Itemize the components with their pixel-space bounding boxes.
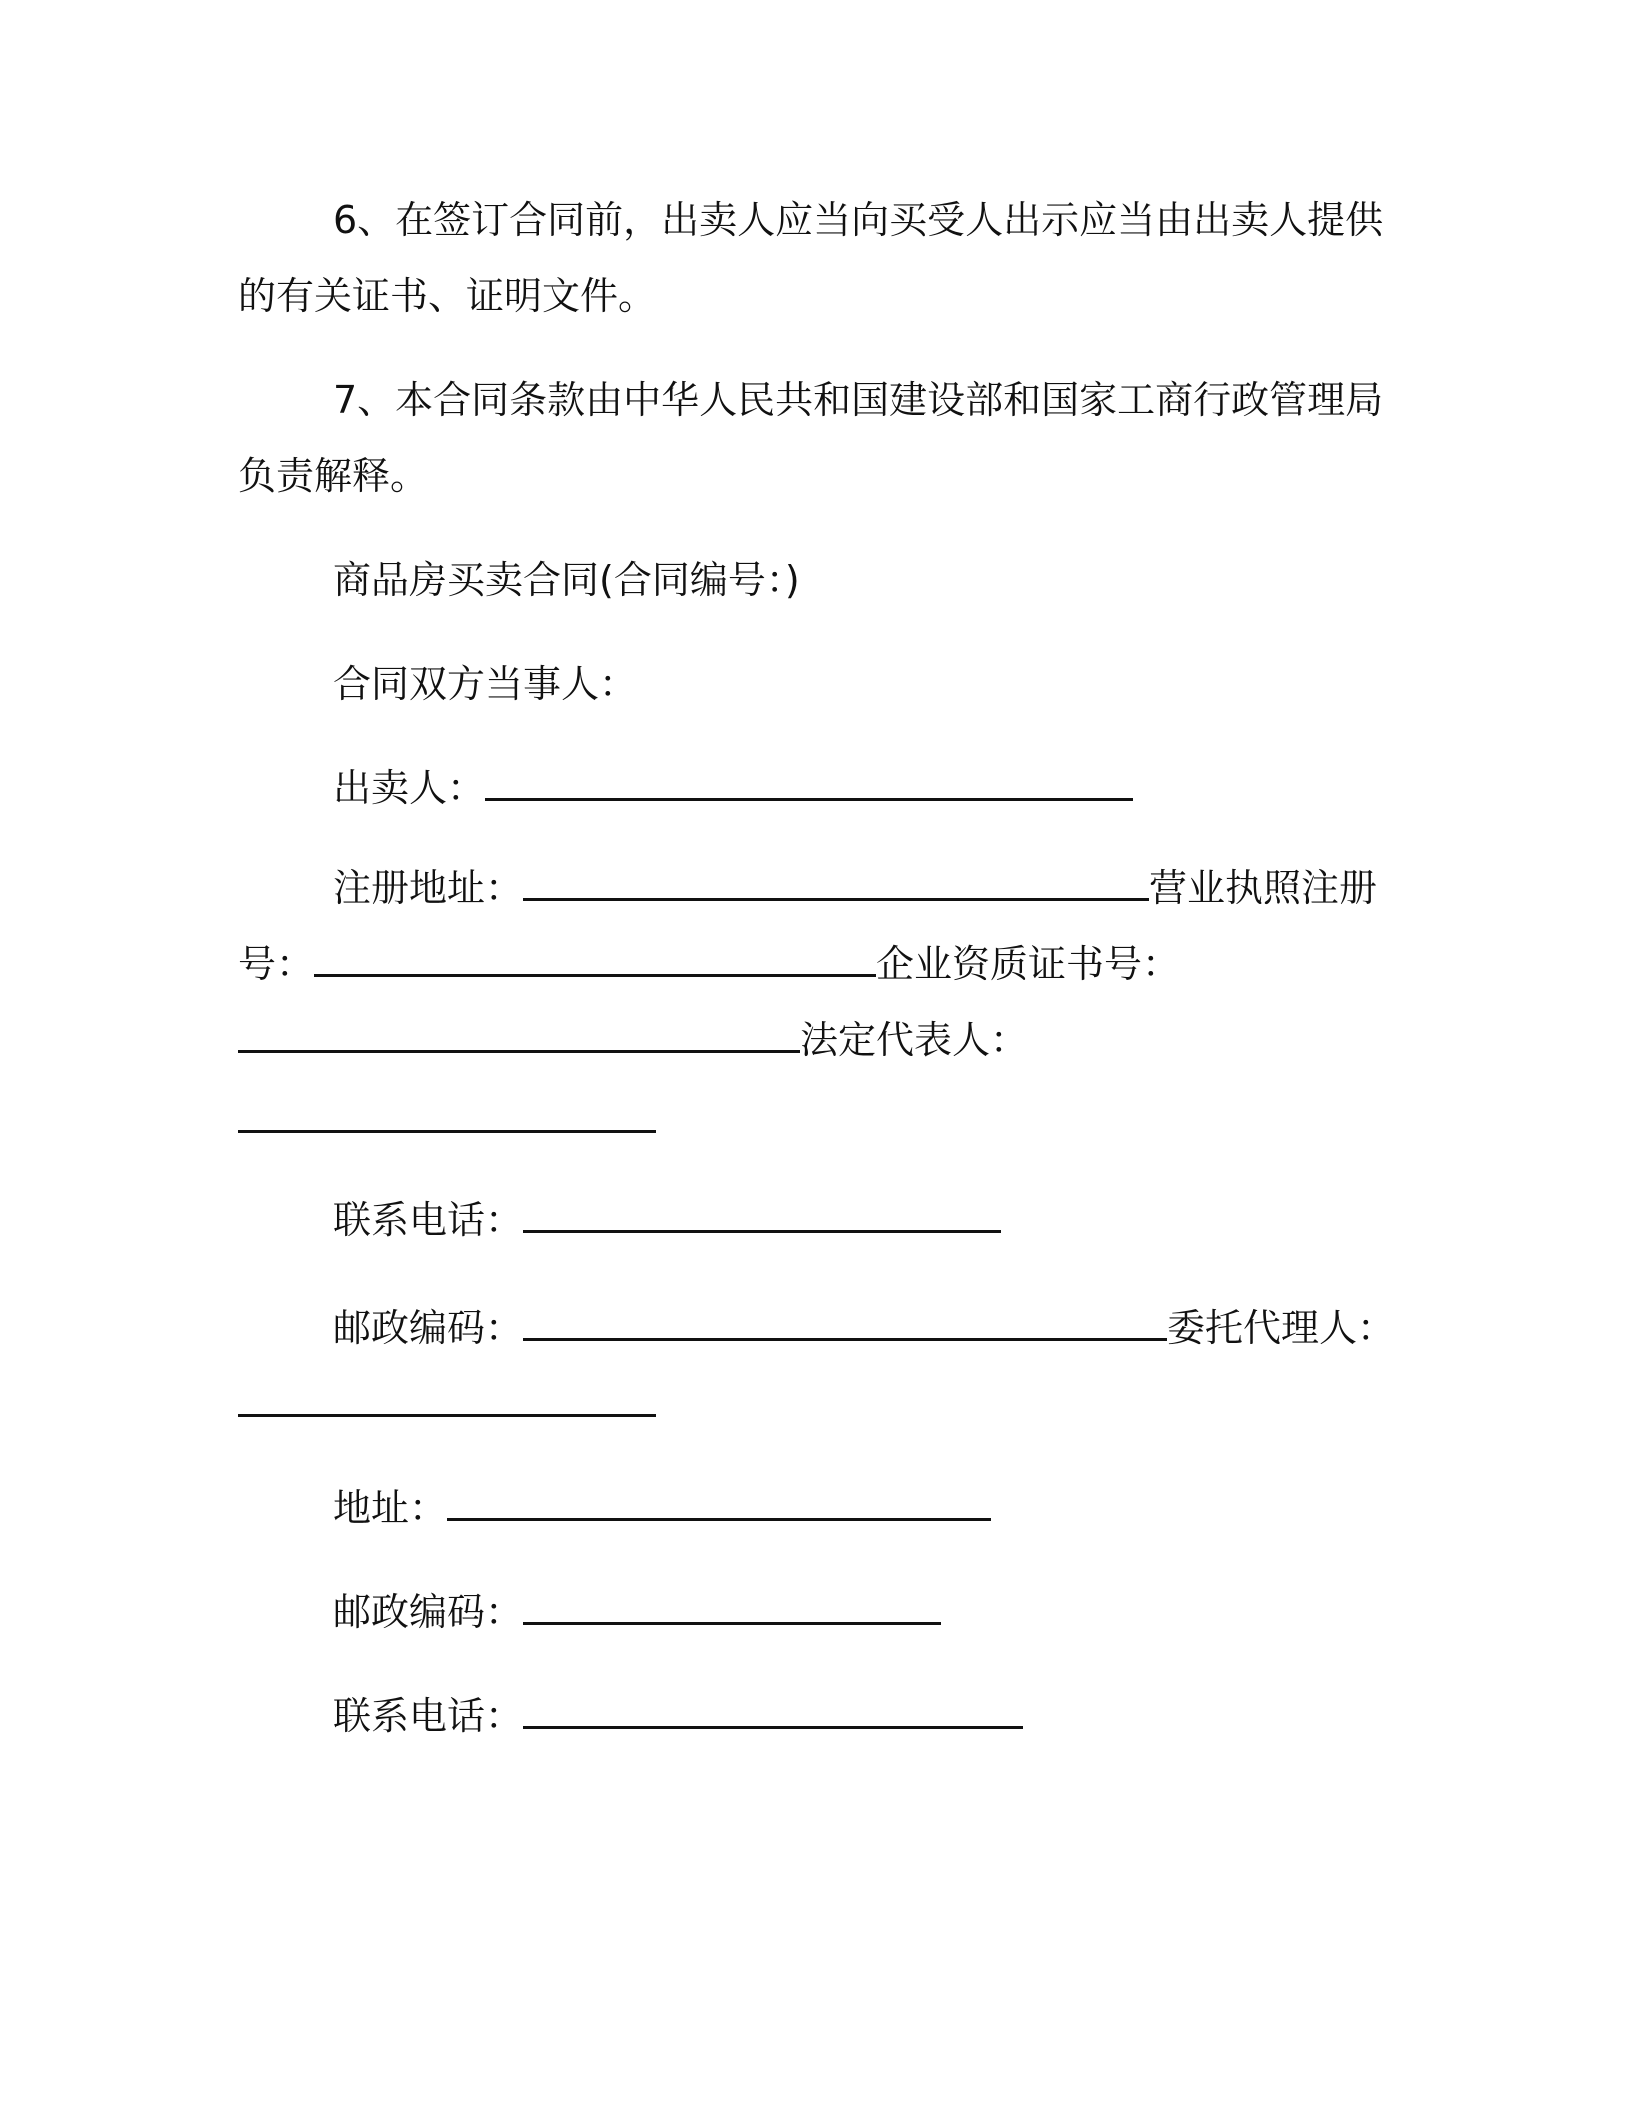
qualification-cert-blank[interactable] (238, 1016, 800, 1053)
address-blank[interactable] (447, 1484, 991, 1521)
phone-row-2 (333, 1692, 1023, 1740)
business-license-blank[interactable] (314, 940, 876, 977)
postcode-agent-row (333, 1304, 1395, 1352)
business-license-label-part1: 营业执照注册 (1149, 866, 1378, 910)
phone-row-1 (333, 1196, 1001, 1244)
address-label: 地址： (333, 1486, 448, 1530)
business-license-label-part2: 号： (238, 942, 315, 986)
reg-address-label: 注册地址： (333, 866, 524, 910)
reg-address-row (333, 864, 1377, 912)
seller-row (333, 764, 1133, 812)
seller-blank[interactable] (485, 764, 1133, 801)
legal-rep-blank[interactable] (238, 1096, 656, 1133)
address-row (333, 1484, 991, 1532)
qualification-legal-rep-row (238, 1016, 1028, 1064)
reg-address-blank[interactable] (523, 864, 1149, 901)
agent-blank[interactable] (238, 1380, 656, 1417)
license-qualification-row (238, 940, 1180, 988)
postcode-row-2 (333, 1588, 941, 1636)
qualification-cert-label: 企业资质证书号： (876, 942, 1181, 986)
clause-7-line-1: 7、本合同条款由中华人民共和国建设部和国家工商行政管理局 (333, 378, 1384, 422)
parties-heading: 合同双方当事人： (333, 662, 638, 706)
phone-label-1: 联系电话： (333, 1198, 524, 1242)
phone-label-2: 联系电话： (333, 1694, 524, 1738)
clause-7-line-2: 负责解释。 (238, 454, 429, 498)
phone-blank-2[interactable] (523, 1692, 1023, 1729)
agent-label: 委托代理人： (1167, 1306, 1396, 1350)
legal-rep-label: 法定代表人： (800, 1018, 1029, 1062)
phone-blank-1[interactable] (523, 1196, 1001, 1233)
postcode-label-1: 邮政编码： (333, 1306, 524, 1350)
legal-rep-blank-row (238, 1096, 656, 1144)
clause-6-line-1: 6、在签订合同前，出卖人应当向买受人出示应当由出卖人提供 (333, 198, 1384, 242)
clause-6-line-2: 的有关证书、证明文件。 (238, 274, 657, 318)
agent-blank-row (238, 1380, 656, 1428)
postcode-label-2: 邮政编码： (333, 1590, 524, 1634)
contract-title: 商品房买卖合同(合同编号：) (333, 558, 800, 602)
postcode-blank-1[interactable] (523, 1304, 1167, 1341)
postcode-blank-2[interactable] (523, 1588, 941, 1625)
seller-label: 出卖人： (333, 766, 486, 810)
